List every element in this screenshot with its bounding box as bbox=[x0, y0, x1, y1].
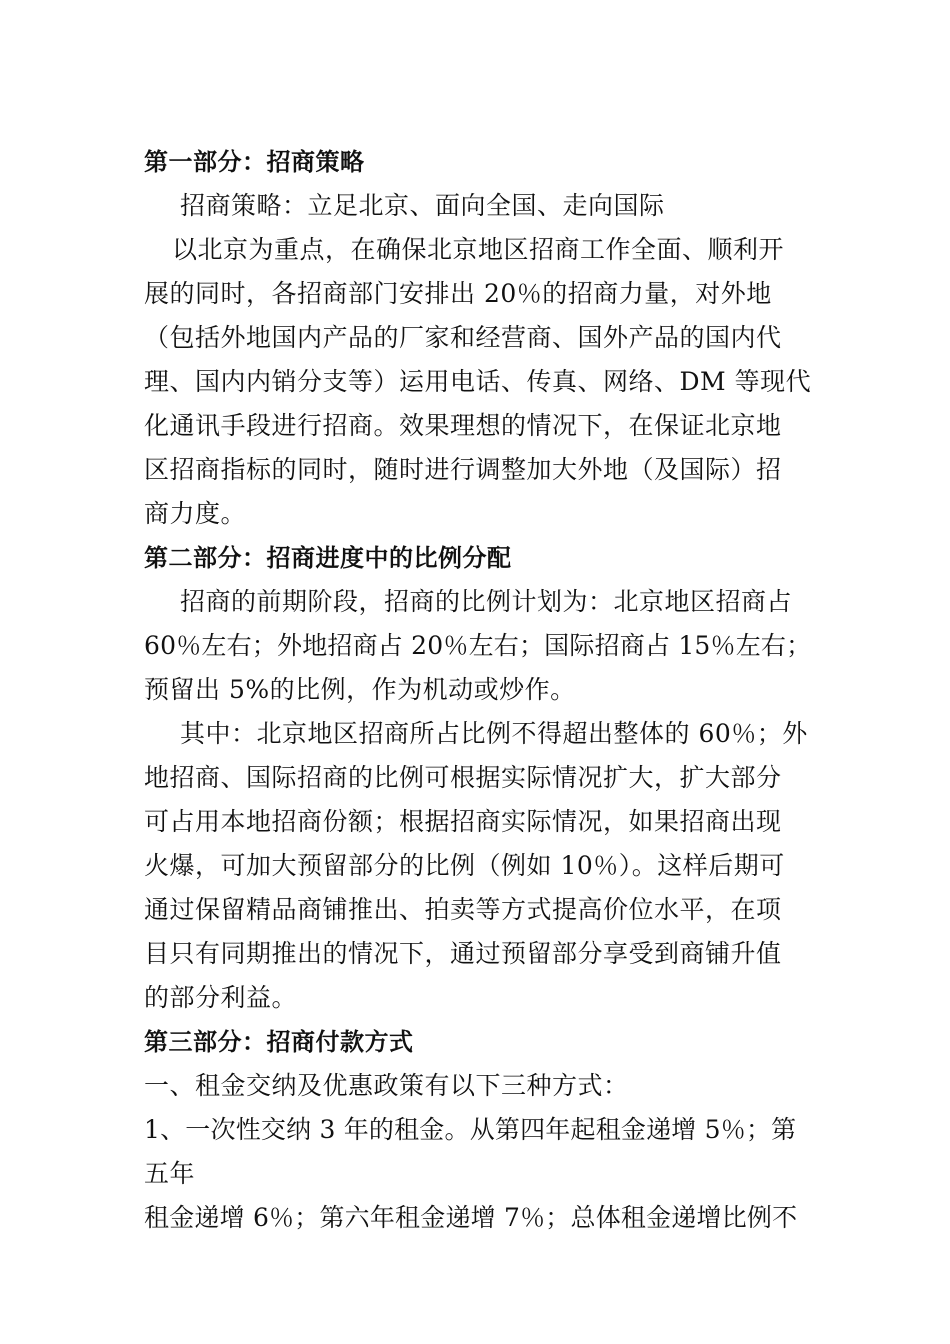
paragraph-line: 60％左右；外地招商占 20％左右；国际招商占 15％左右； bbox=[144, 631, 812, 660]
paragraph-line: 地招商、国际招商的比例可根据实际情况扩大，扩大部分 bbox=[144, 763, 782, 792]
paragraph-line: 五年 bbox=[144, 1159, 196, 1188]
paragraph-line: 预留出 5%的比例，作为机动或炒作。 bbox=[144, 675, 576, 704]
paragraph-line: 理、国内内销分支等）运用电话、传真、网络、DM 等现代 bbox=[144, 367, 812, 396]
paragraph-line: 招商策略：立足北京、面向全国、走向国际 bbox=[180, 191, 665, 220]
paragraph-line: 以北京为重点，在确保北京地区招商工作全面、顺利开 bbox=[172, 235, 785, 264]
section-heading-payment: 第三部分：招商付款方式 bbox=[144, 1028, 414, 1056]
paragraph-line: 商力度。 bbox=[144, 499, 247, 528]
paragraph-line: 其中：北京地区招商所占比例不得超出整体的 60％；外 bbox=[180, 719, 808, 748]
paragraph-line: 1、一次性交纳 3 年的租金。从第四年起租金递增 5％；第 bbox=[144, 1115, 797, 1144]
paragraph-line: 可占用本地招商份额；根据招商实际情况，如果招商出现 bbox=[144, 807, 782, 836]
section-heading-strategy: 第一部分：招商策略 bbox=[144, 148, 365, 176]
paragraph-line: 目只有同期推出的情况下，通过预留部分享受到商铺升值 bbox=[144, 939, 782, 968]
section-heading-ratio: 第二部分：招商进度中的比例分配 bbox=[144, 544, 512, 572]
paragraph-line: 火爆，可加大预留部分的比例（例如 10％）。这样后期可 bbox=[144, 851, 785, 880]
paragraph-line: 的部分利益。 bbox=[144, 983, 298, 1012]
paragraph-line: 招商的前期阶段，招商的比例计划为：北京地区招商占 bbox=[180, 587, 793, 616]
paragraph-line: 通过保留精品商铺推出、拍卖等方式提高价位水平，在项 bbox=[144, 895, 782, 924]
paragraph-line: 展的同时，各招商部门安排出 20％的招商力量，对外地 bbox=[144, 279, 772, 308]
paragraph-line: 一、租金交纳及优惠政策有以下三种方式： bbox=[144, 1071, 629, 1100]
document-page bbox=[144, 140, 812, 1240]
paragraph-line: （包括外地国内产品的厂家和经营商、国外产品的国内代 bbox=[144, 323, 782, 352]
paragraph-line: 区招商指标的同时，随时进行调整加大外地（及国际）招 bbox=[144, 455, 782, 484]
paragraph-line: 租金递增 6％；第六年租金递增 7％；总体租金递增比例不 bbox=[144, 1203, 798, 1232]
paragraph-line: 化通讯手段进行招商。效果理想的情况下，在保证北京地 bbox=[144, 411, 782, 440]
